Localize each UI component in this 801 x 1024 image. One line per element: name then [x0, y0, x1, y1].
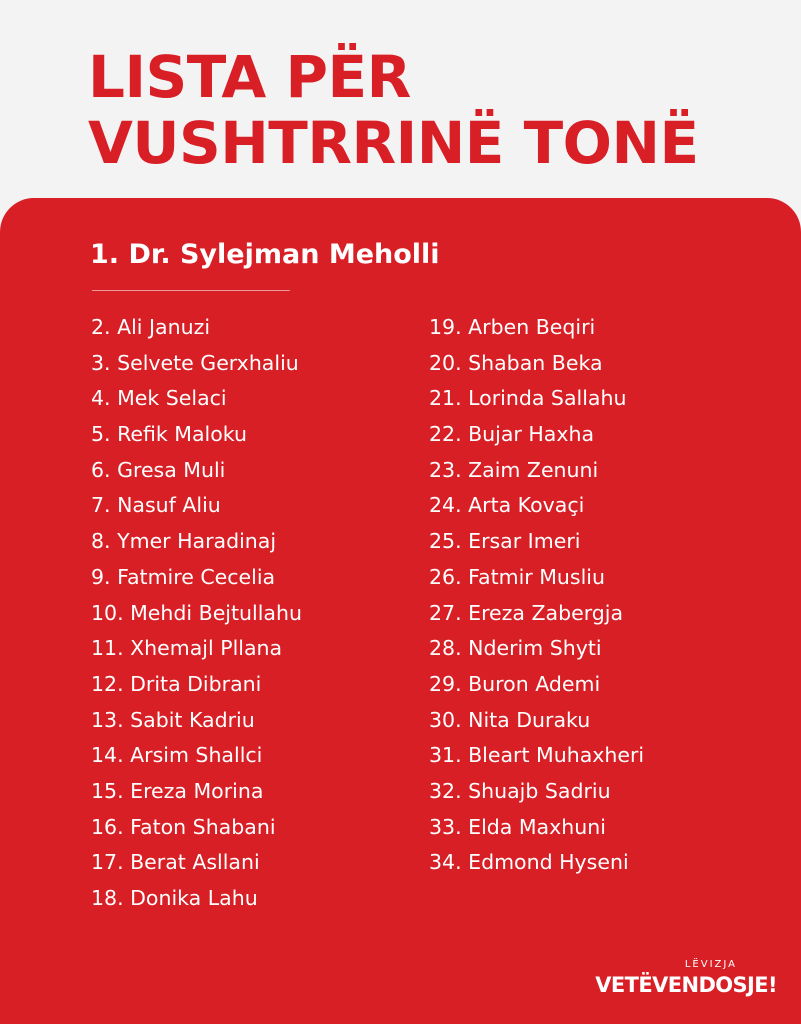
candidate-item: 6. Gresa Muli — [91, 457, 226, 482]
candidate-item: 25. Ersar Imeri — [429, 529, 581, 554]
candidate-item: 32. Shuajb Sadriu — [429, 778, 611, 803]
candidate-item: 19. Arben Beqiri — [429, 315, 596, 339]
candidate-item: 29. Buron Ademi — [429, 671, 601, 696]
title-line-2: VUSHTRRINË TONË — [88, 109, 699, 177]
title-line-1: LISTA PËR — [88, 43, 411, 111]
candidate-item: 18. Donika Lahu — [91, 886, 258, 910]
candidate-item: 34. Edmond Hyseni — [429, 850, 629, 875]
candidate-item: 24. Arta Kovaçi — [429, 493, 585, 518]
logo-top-text: LËVIZJA — [684, 959, 737, 970]
candidate-item: 27. Ereza Zabergja — [429, 600, 624, 625]
divider — [92, 290, 290, 291]
candidate-item: 9. Fatmire Cecelia — [91, 564, 276, 589]
candidate-item: 14. Arsim Shallci — [91, 743, 263, 768]
candidate-item: 8. Ymer Haradinaj — [91, 529, 277, 554]
candidate-item: 13. Sabit Kadriu — [91, 707, 255, 732]
candidate-item: 20. Shaban Beka — [429, 350, 603, 375]
candidate-item: 23. Zaim Zenuni — [429, 457, 599, 482]
logo-main-text: VETËVENDOSJE! — [595, 973, 777, 997]
candidate-item: 16. Faton Shabani — [91, 814, 276, 839]
candidate-list-right — [429, 310, 644, 881]
candidate-item: 15. Ereza Morina — [91, 778, 264, 803]
candidate-item: 10. Mehdi Bejtullahu — [91, 600, 302, 625]
candidate-list-left — [91, 310, 302, 917]
candidate-item: 33. Elda Maxhuni — [429, 814, 606, 839]
candidate-item: 22. Bujar Haxha — [429, 422, 595, 447]
candidate-item: 7. Nasuf Aliu — [91, 493, 221, 518]
candidate-item: 30. Nita Duraku — [429, 707, 591, 732]
party-logo — [595, 958, 777, 998]
candidate-item: 21. Lorinda Sallahu — [429, 386, 627, 411]
candidate-item: 4. Mek Selaci — [91, 386, 227, 411]
candidate-item: 11. Xhemajl Pllana — [91, 636, 283, 661]
candidate-item: 26. Fatmir Musliu — [429, 564, 605, 589]
candidate-item: 12. Drita Dibrani — [91, 671, 262, 696]
candidate-item: 3. Selvete Gerxhaliu — [91, 350, 299, 375]
candidate-item: 17. Berat Asllani — [91, 850, 260, 875]
page-title — [88, 44, 699, 176]
candidate-item: 31. Bleart Muhaxheri — [429, 743, 645, 768]
candidate-item: 5. Refik Maloku — [91, 422, 248, 447]
lead-candidate: 1. Dr. Sylejman Meholli — [90, 239, 440, 270]
candidate-item: 28. Nderim Shyti — [429, 636, 602, 661]
candidate-item: 2. Ali Januzi — [91, 315, 211, 339]
